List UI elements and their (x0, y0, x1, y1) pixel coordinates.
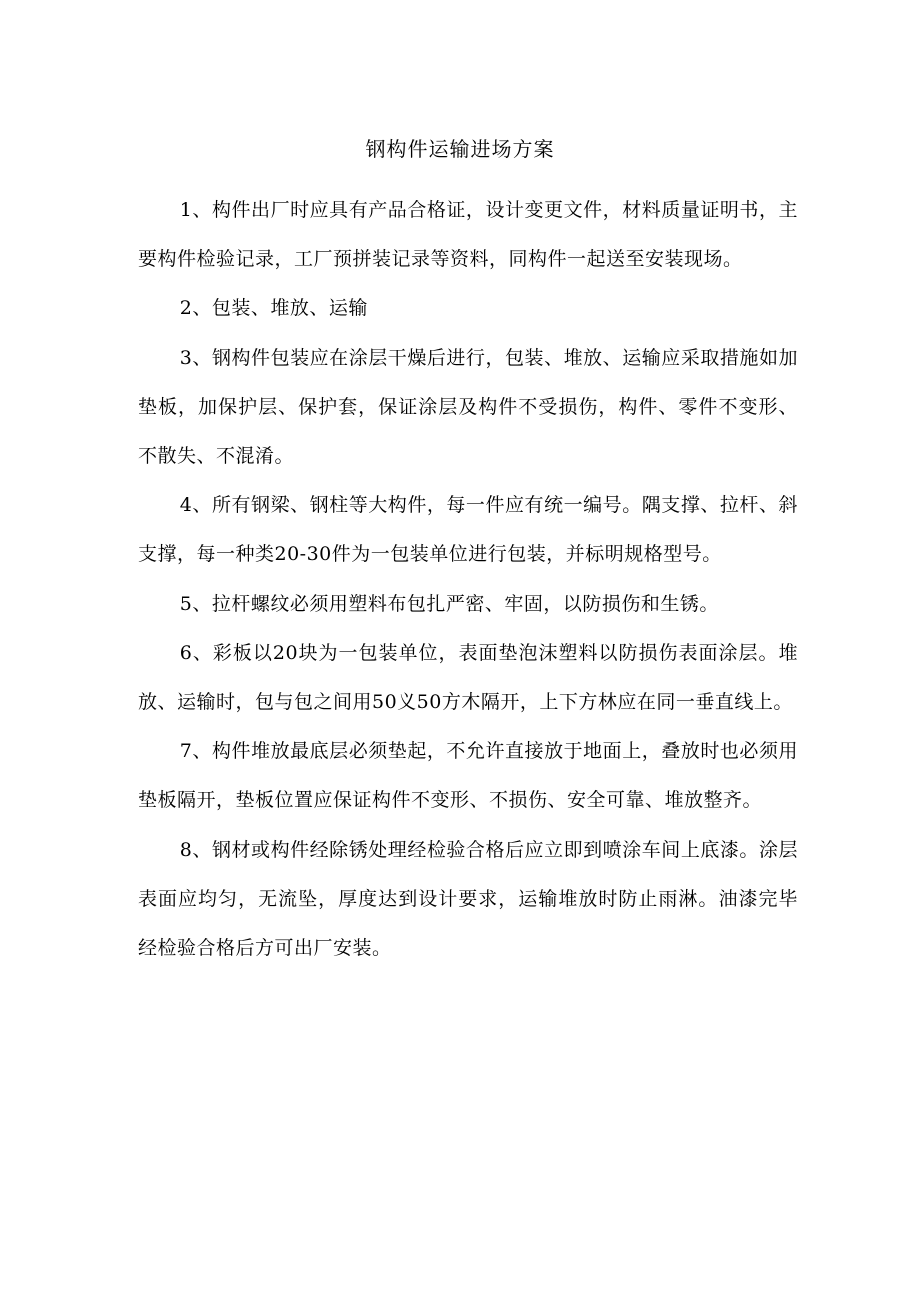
document-title: 钢构件运输进场方案 (365, 137, 555, 161)
paragraph-8: 8、钢材或构件经除锈处理经检验合格后应立即到喷涂车间上底漆。涂层表面应均匀，无流坠，厚度达到设计要求，运输堆放时防止雨淋。油漆完毕经检验合格后方可出厂安装。 (138, 838, 798, 960)
paragraph-3: 3、钢构件包装应在涂层干燥后进行，包装、堆放、运输应采取措施如加垫板，加保护层、保护套，保证涂层及构件不受损伤，构件、零件不变形、不散失、不混淆。 (138, 346, 798, 468)
paragraph-5: 5、拉杆螺纹必须用塑料布包扎严密、牢固，以防损伤和生锈。 (179, 592, 719, 615)
paragraph-4: 4、所有钢梁、钢柱等大构件，每一件应有统一编号。隅支撑、拉杆、斜支撑，每一种类20-30件为一包装单位进行包装，并标明规格型号。 (138, 494, 798, 566)
paragraph-2: 2、包装、堆放、运输 (179, 297, 368, 320)
paragraph-1: 1、构件出厂时应具有产品合格证，设计变更文件，材料质量证明书，主要构件检验记录，工厂预拼装记录等资料，同构件一起送至安装现场。 (138, 199, 798, 271)
document-body (138, 186, 798, 973)
paragraph-7: 7、构件堆放最底层必须垫起，不允许直接放于地面上，叠放时也必须用垫板隔开，垫板位置应保证构件不变形、不损伤、安全可靠、堆放整齐。 (138, 740, 798, 812)
paragraph-6: 6、彩板以20块为一包装单位，表面垫泡沫塑料以防损伤表面涂层。堆放、运输时，包与包之间用50义50方木隔开，上下方林应在同一垂直线上。 (138, 641, 798, 714)
